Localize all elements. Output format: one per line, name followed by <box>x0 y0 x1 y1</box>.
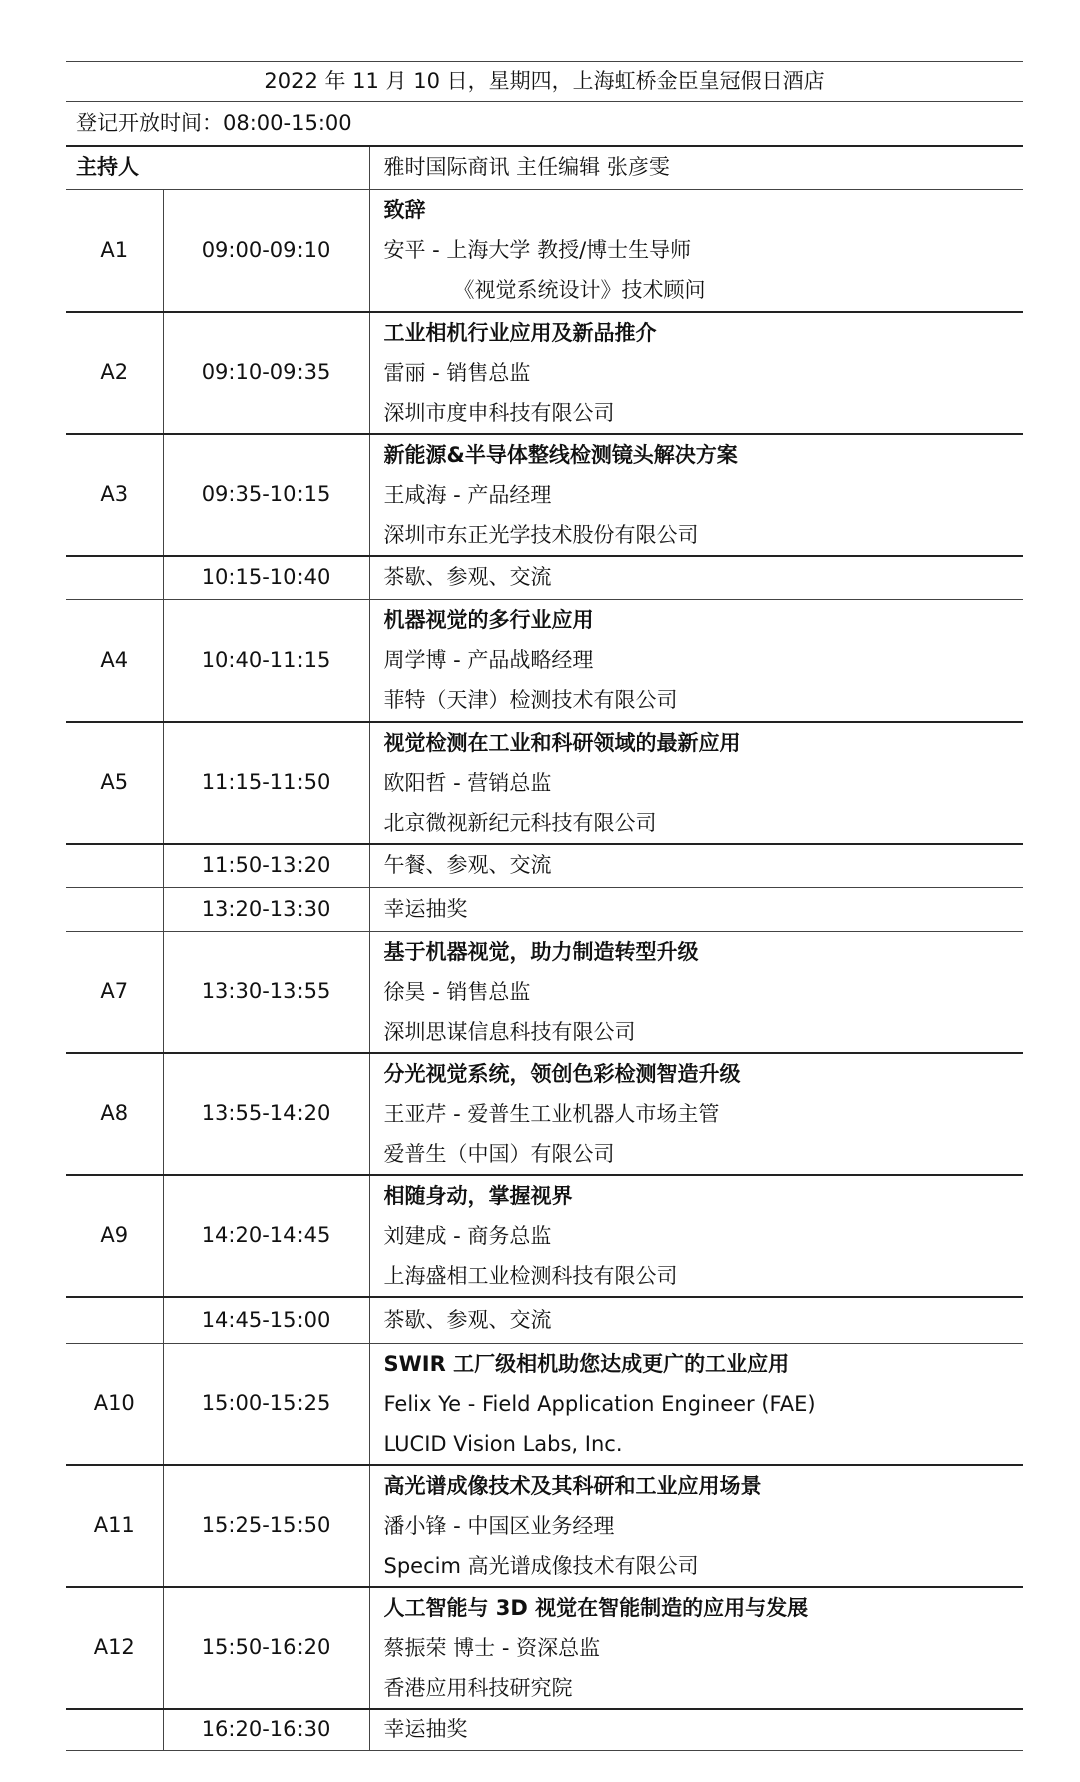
session-row <box>66 1175 1023 1297</box>
session-organization: 《视觉系统设计》技术顾问 <box>453 278 706 303</box>
session-row <box>66 722 1023 844</box>
session-description <box>369 1343 1023 1465</box>
session-row <box>66 190 1023 312</box>
session-code: A1 <box>66 190 163 312</box>
host-value: 雅时国际商讯 主任编辑 张彦雯 <box>383 155 670 180</box>
break-row <box>66 888 1023 932</box>
session-speaker: 蔡振荣 博士 - 资深总监 <box>383 1635 601 1660</box>
session-time: 13:30-13:55 <box>163 932 369 1054</box>
date-venue-row <box>66 62 1023 102</box>
session-row <box>66 600 1023 722</box>
session-time: 10:40-11:15 <box>163 600 369 722</box>
session-title: 人工智能与 3D 视觉在智能制造的应用与发展 <box>383 1595 809 1620</box>
agenda-table <box>66 61 1023 1751</box>
session-organization: 深圳思谋信息科技有限公司 <box>383 1020 636 1044</box>
session-row <box>66 312 1023 434</box>
session-speaker: 徐昊 - 销售总监 <box>383 980 531 1004</box>
session-speaker: 安平 - 上海大学 教授/博士生导师 <box>383 238 692 263</box>
session-title: 机器视觉的多行业应用 <box>383 608 594 633</box>
session-title: SWIR 工厂级相机助您达成更广的工业应用 <box>383 1351 790 1376</box>
host-label: 主持人 <box>66 146 369 190</box>
session-row <box>66 932 1023 1054</box>
session-code: A3 <box>66 434 163 556</box>
session-time: 15:50-16:20 <box>163 1587 369 1709</box>
session-organization: 菲特（天津）检测技术有限公司 <box>383 688 678 713</box>
session-description <box>369 600 1023 722</box>
session-description <box>369 1053 1023 1175</box>
session-title: 新能源&半导体整线检测镜头解决方案 <box>383 442 738 467</box>
session-description <box>369 1587 1023 1709</box>
session-code <box>66 888 163 932</box>
session-title: 相随身动，掌握视界 <box>383 1184 573 1208</box>
session-time: 16:20-16:30 <box>163 1709 369 1751</box>
session-time: 14:45-15:00 <box>163 1297 369 1343</box>
session-code <box>66 1709 163 1751</box>
agenda-sheet <box>66 61 1023 1751</box>
session-code <box>66 1297 163 1343</box>
session-description <box>369 434 1023 556</box>
break-row <box>66 844 1023 888</box>
session-speaker: 潘小锋 - 中国区业务经理 <box>383 1513 615 1538</box>
session-title: 分光视觉系统，领创色彩检测智造升级 <box>383 1062 741 1086</box>
session-row <box>66 434 1023 556</box>
session-time: 11:15-11:50 <box>163 722 369 844</box>
session-row <box>66 1587 1023 1709</box>
session-organization: 深圳市东正光学技术股份有限公司 <box>383 522 699 547</box>
session-speaker: 欧阳哲 - 营销总监 <box>383 770 552 795</box>
session-time: 09:35-10:15 <box>163 434 369 556</box>
session-description: 幸运抽奖 <box>383 1717 468 1742</box>
session-code <box>66 844 163 888</box>
session-title: 视觉检测在工业和科研领域的最新应用 <box>383 730 741 755</box>
session-title: 高光谱成像技术及其科研和工业应用场景 <box>383 1473 762 1498</box>
session-description <box>369 190 1023 312</box>
session-speaker: 周学博 - 产品战略经理 <box>383 648 594 673</box>
session-time: 14:20-14:45 <box>163 1175 369 1297</box>
registration-row <box>66 102 1023 146</box>
session-time: 15:25-15:50 <box>163 1465 369 1587</box>
session-code: A9 <box>66 1175 163 1297</box>
session-code: A2 <box>66 312 163 434</box>
host-row <box>66 146 1023 190</box>
session-description <box>369 932 1023 1054</box>
session-speaker: 刘建成 - 商务总监 <box>383 1224 552 1248</box>
session-description <box>369 312 1023 434</box>
session-time: 13:55-14:20 <box>163 1053 369 1175</box>
session-title: 致辞 <box>383 198 426 223</box>
session-code: A4 <box>66 600 163 722</box>
session-code <box>66 556 163 600</box>
session-time: 09:00-09:10 <box>163 190 369 312</box>
session-title: 基于机器视觉，助力制造转型升级 <box>383 940 699 964</box>
session-speaker: 王咸海 - 产品经理 <box>383 482 552 507</box>
session-speaker: 雷丽 - 销售总监 <box>383 360 531 385</box>
session-code: A12 <box>66 1587 163 1709</box>
session-title: 工业相机行业应用及新品推介 <box>383 320 657 345</box>
break-row <box>66 1297 1023 1343</box>
session-time: 09:10-09:35 <box>163 312 369 434</box>
session-description <box>369 1465 1023 1587</box>
registration-time: 登记开放时间：08:00-15:00 <box>76 110 352 135</box>
session-organization: 爱普生（中国）有限公司 <box>383 1142 615 1166</box>
session-organization: 北京微视新纪元科技有限公司 <box>383 810 657 835</box>
session-row <box>66 1465 1023 1587</box>
session-organization: Specim 高光谱成像技术有限公司 <box>383 1553 699 1578</box>
session-description <box>369 722 1023 844</box>
session-time: 11:50-13:20 <box>163 844 369 888</box>
session-code: A10 <box>66 1343 163 1465</box>
session-time: 15:00-15:25 <box>163 1343 369 1465</box>
session-organization: 香港应用科技研究院 <box>383 1675 573 1700</box>
session-organization: 深圳市度申科技有限公司 <box>383 400 615 425</box>
session-code: A5 <box>66 722 163 844</box>
session-speaker: 王亚芹 - 爱普生工业机器人市场主管 <box>383 1102 720 1126</box>
session-code: A7 <box>66 932 163 1054</box>
break-row <box>66 556 1023 600</box>
session-organization: 上海盛相工业检测科技有限公司 <box>383 1264 678 1288</box>
session-organization: LUCID Vision Labs, Inc. <box>383 1431 623 1456</box>
session-row <box>66 1343 1023 1465</box>
session-description: 茶歇、参观、交流 <box>383 565 552 590</box>
break-row <box>66 1709 1023 1751</box>
session-time: 13:20-13:30 <box>163 888 369 932</box>
session-description: 午餐、参观、交流 <box>383 853 552 878</box>
date-venue: 2022 年 11 月 10 日，星期四，上海虹桥金臣皇冠假日酒店 <box>66 62 1023 102</box>
session-code: A11 <box>66 1465 163 1587</box>
session-time: 10:15-10:40 <box>163 556 369 600</box>
session-speaker: Felix Ye - Field Application Engineer (FAE) <box>383 1391 816 1416</box>
session-row <box>66 1053 1023 1175</box>
session-description <box>369 1175 1023 1297</box>
session-description: 茶歇、参观、交流 <box>383 1307 552 1332</box>
session-description: 幸运抽奖 <box>383 896 468 921</box>
session-code: A8 <box>66 1053 163 1175</box>
